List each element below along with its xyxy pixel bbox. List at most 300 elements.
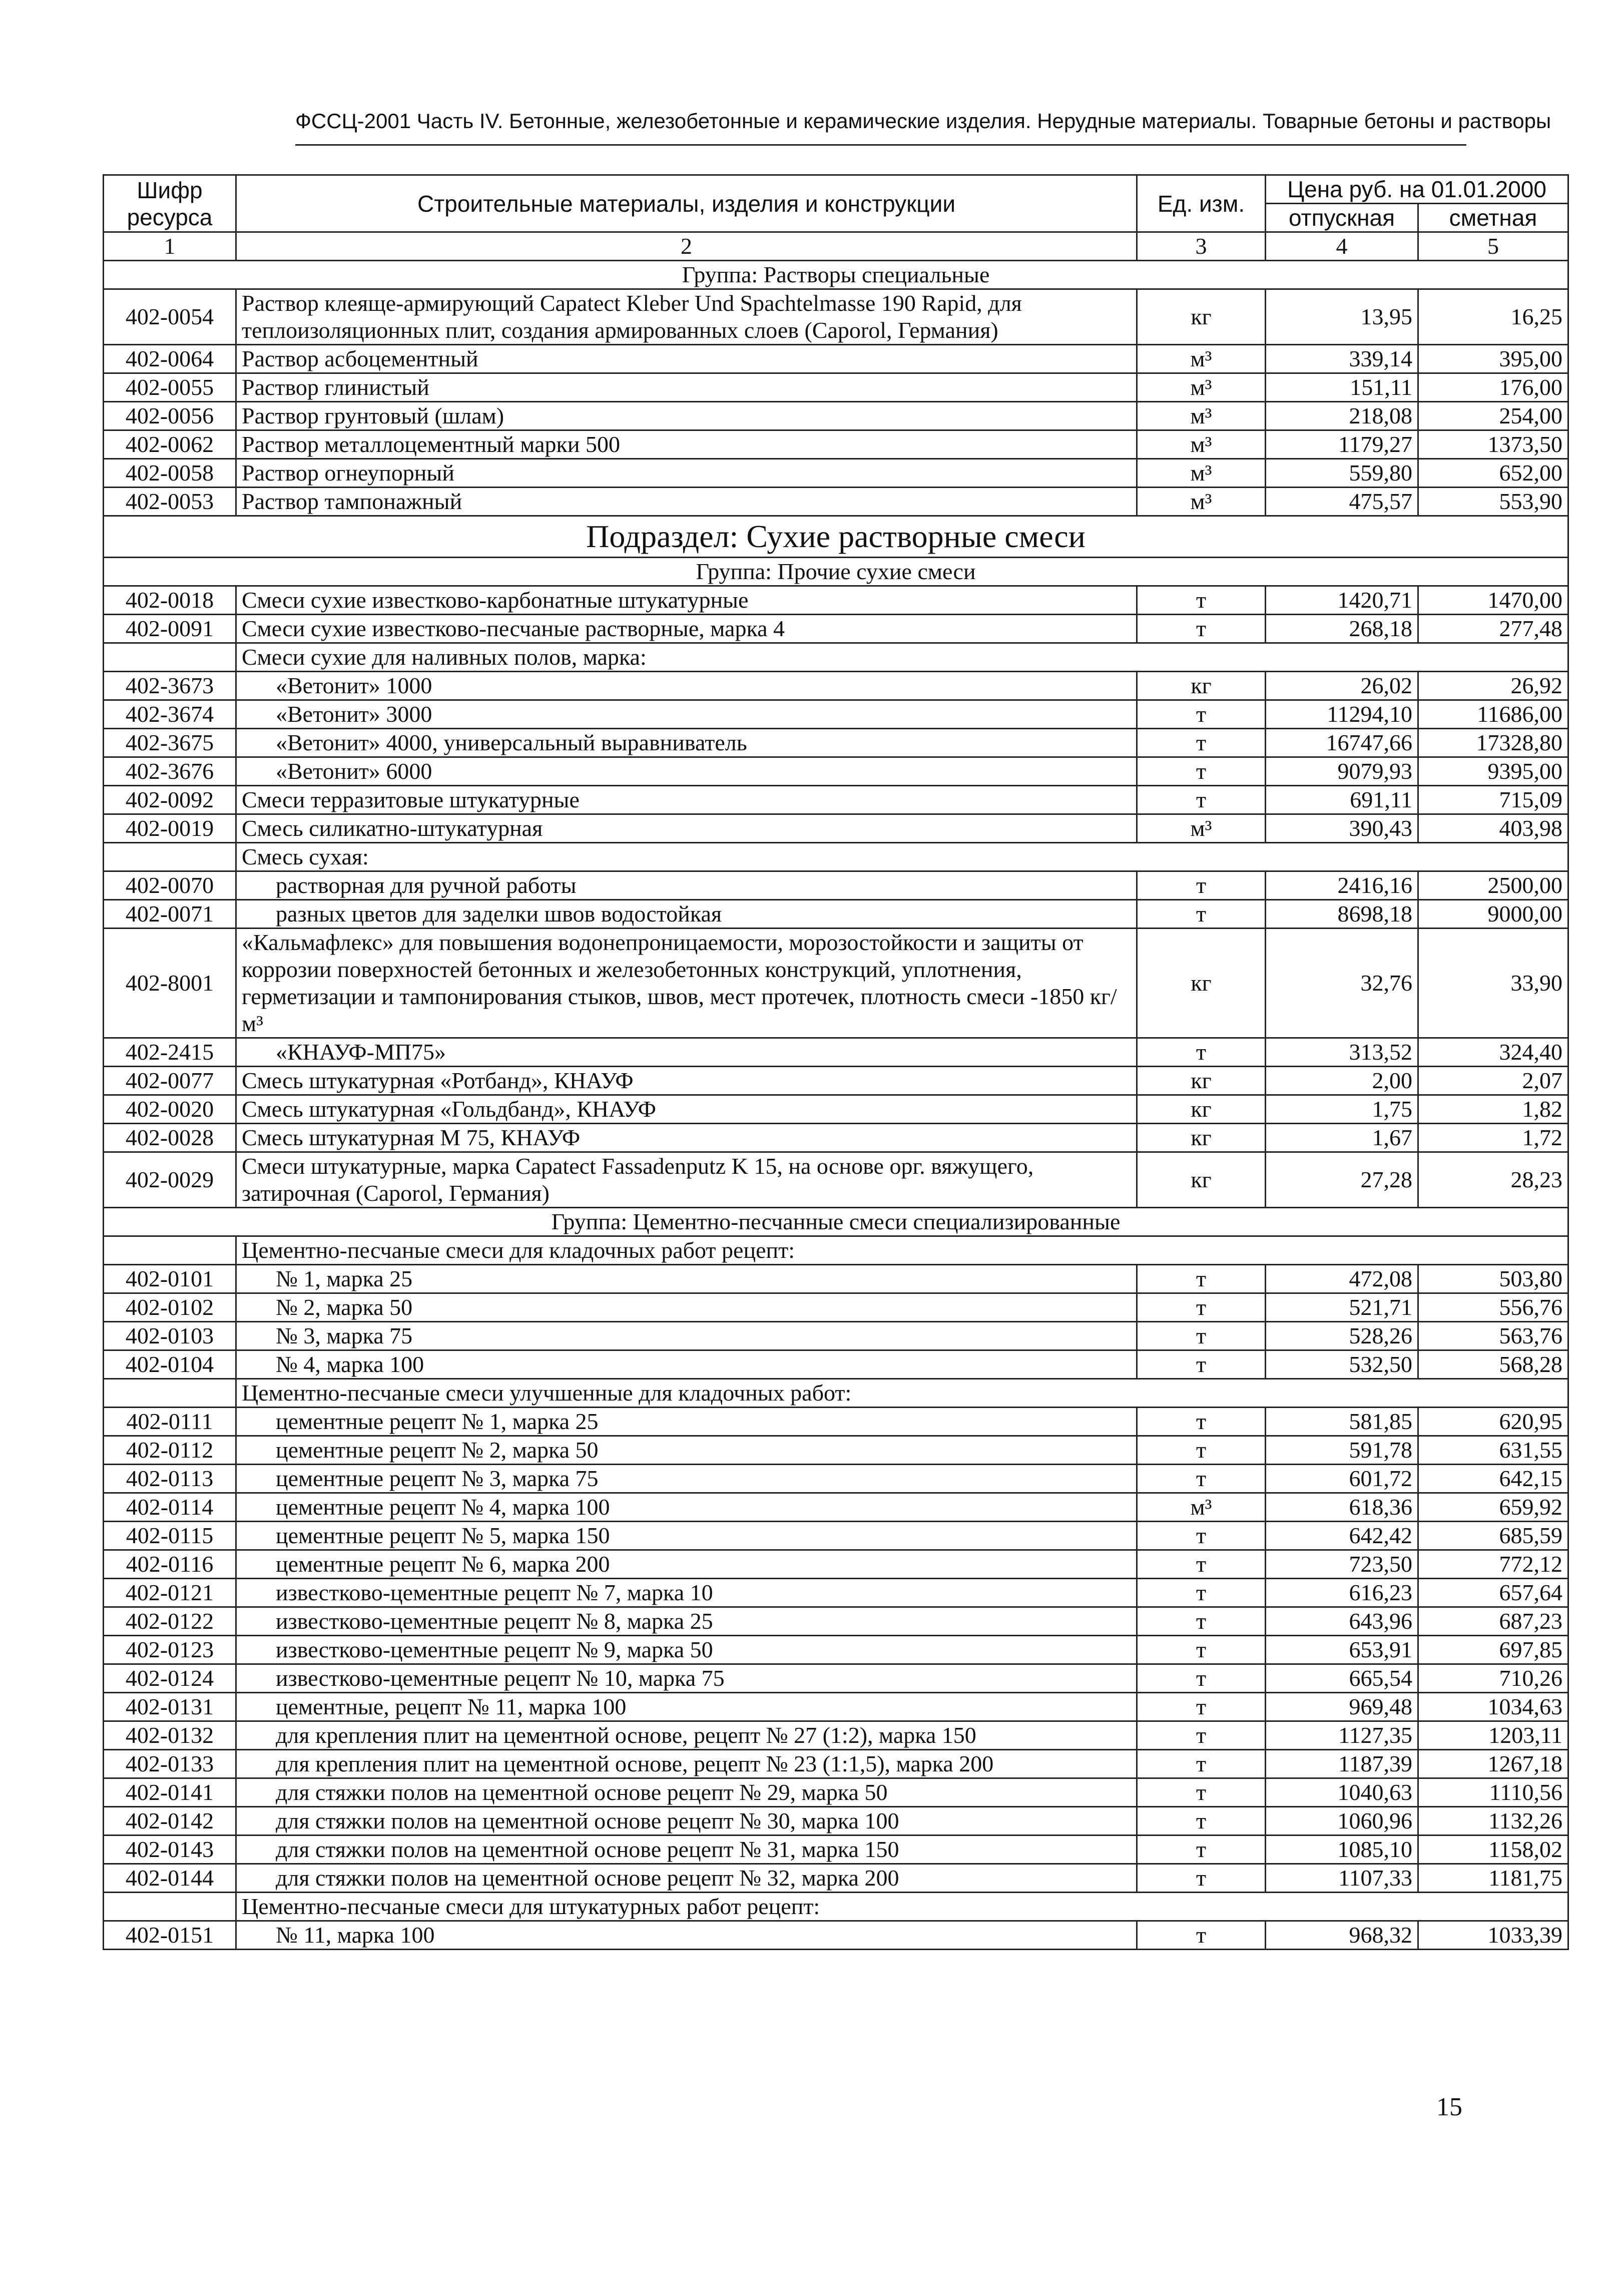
- table-row: [104, 615, 1568, 643]
- subgroup-label: Смеси сухие для наливных полов, марка:: [236, 643, 1568, 672]
- material-name: Смеси штукатурные, марка Capatect Fassadenputz K 15, на основе орг. вяжущего, затирочная (Caporol, Германия): [236, 1152, 1137, 1208]
- price-estimate: 17328,80: [1418, 729, 1568, 757]
- resource-code: 402-0019: [104, 814, 236, 843]
- material-name: для стяжки полов на цементной основе рецепт № 32, марка 200: [236, 1864, 1137, 1893]
- resource-code: 402-0058: [104, 459, 236, 488]
- price-estimate: 620,95: [1418, 1408, 1568, 1436]
- resource-code: 402-0122: [104, 1607, 236, 1636]
- col-header-unit: Ед. изм.: [1137, 175, 1266, 232]
- price-wholesale: 1085,10: [1266, 1835, 1418, 1864]
- price-estimate: 1373,50: [1418, 430, 1568, 459]
- material-name: известково-цементные рецепт № 7, марка 10: [236, 1579, 1137, 1607]
- table-row: [104, 1293, 1568, 1322]
- resource-code: 402-0116: [104, 1550, 236, 1579]
- col-header-price: Цена руб. на 01.01.2000: [1266, 175, 1568, 204]
- price-estimate: 697,85: [1418, 1636, 1568, 1664]
- price-wholesale: 2416,16: [1266, 871, 1418, 900]
- price-wholesale: 691,11: [1266, 786, 1418, 814]
- resource-code: 402-0092: [104, 786, 236, 814]
- resource-code: 402-0091: [104, 615, 236, 643]
- price-wholesale: 601,72: [1266, 1465, 1418, 1493]
- price-estimate: 687,23: [1418, 1607, 1568, 1636]
- table-row: [104, 729, 1568, 757]
- material-name: «Ветонит» 6000: [236, 757, 1137, 786]
- unit: т: [1137, 786, 1266, 814]
- price-estimate: 176,00: [1418, 373, 1568, 402]
- price-wholesale: 26,02: [1266, 672, 1418, 700]
- resource-code: 402-0029: [104, 1152, 236, 1208]
- col-header-code: Шифр ресурса: [104, 175, 236, 232]
- unit: т: [1137, 1693, 1266, 1721]
- material-name: Смесь штукатурная «Ротбанд», КНАУФ: [236, 1067, 1137, 1095]
- price-wholesale: 9079,93: [1266, 757, 1418, 786]
- col-number: 2: [236, 232, 1137, 261]
- price-estimate: 685,59: [1418, 1522, 1568, 1550]
- material-name: цементные рецепт № 6, марка 200: [236, 1550, 1137, 1579]
- unit: т: [1137, 1465, 1266, 1493]
- resource-code: 402-0151: [104, 1921, 236, 1950]
- resource-code: 402-0144: [104, 1864, 236, 1893]
- unit: т: [1137, 757, 1266, 786]
- price-wholesale: 2,00: [1266, 1067, 1418, 1095]
- price-wholesale: 968,32: [1266, 1921, 1418, 1950]
- material-name: Смесь штукатурная М 75, КНАУФ: [236, 1124, 1137, 1152]
- unit: т: [1137, 1607, 1266, 1636]
- resource-code: 402-0123: [104, 1636, 236, 1664]
- price-wholesale: 1040,63: [1266, 1778, 1418, 1807]
- empty-cell: [104, 1893, 236, 1921]
- price-wholesale: 559,80: [1266, 459, 1418, 488]
- price-estimate: 395,00: [1418, 345, 1568, 373]
- table-row: [104, 1152, 1568, 1208]
- price-estimate: 659,92: [1418, 1493, 1568, 1522]
- price-estimate: 1034,63: [1418, 1693, 1568, 1721]
- col-header-wholesale: отпускная: [1266, 204, 1418, 232]
- material-name: Раствор асбоцементный: [236, 345, 1137, 373]
- column-number-row: [104, 232, 1568, 261]
- subgroup-row: [104, 643, 1568, 672]
- section-title-row: [104, 516, 1568, 558]
- material-name: Смеси сухие известково-песчаные растворные, марка 4: [236, 615, 1137, 643]
- material-name: «Ветонит» 4000, универсальный выравниватель: [236, 729, 1137, 757]
- group-title: Группа: Растворы специальные: [104, 261, 1568, 289]
- material-name: растворная для ручной работы: [236, 871, 1137, 900]
- material-name: «Кальмафлекс» для повышения водонепроницаемости, морозостойкости и защиты от коррозии поверхностей бетонных и железобетонных конструкций, уплотнения, герметизации и тампонирования стыков, швов, мест протечек, плотность смеси -1850 кг/м³: [236, 929, 1137, 1038]
- material-name: Раствор огнеупорный: [236, 459, 1137, 488]
- table-row: [104, 586, 1568, 615]
- table-row: [104, 1607, 1568, 1636]
- price-estimate: 2,07: [1418, 1067, 1568, 1095]
- table-row: [104, 488, 1568, 516]
- table-row: [104, 1807, 1568, 1835]
- empty-cell: [104, 1236, 236, 1265]
- page-number: 15: [1436, 2093, 1462, 2121]
- unit: т: [1137, 586, 1266, 615]
- price-wholesale: 643,96: [1266, 1607, 1418, 1636]
- running-header: ФССЦ-2001 Часть IV. Бетонные, железобетонные и керамические изделия. Нерудные материалы. Товарные бетоны и растворы: [295, 109, 1551, 133]
- price-estimate: 556,76: [1418, 1293, 1568, 1322]
- resource-code: 402-0102: [104, 1293, 236, 1322]
- resource-code: 402-0132: [104, 1721, 236, 1750]
- material-name: Смеси терразитовые штукатурные: [236, 786, 1137, 814]
- material-name: Смесь штукатурная «Гольдбанд», КНАУФ: [236, 1095, 1137, 1124]
- table-row: [104, 1408, 1568, 1436]
- material-name: цементные рецепт № 3, марка 75: [236, 1465, 1137, 1493]
- price-estimate: 254,00: [1418, 402, 1568, 430]
- table-row: [104, 1350, 1568, 1379]
- unit: т: [1137, 1750, 1266, 1778]
- empty-cell: [104, 843, 236, 871]
- price-wholesale: 1179,27: [1266, 430, 1418, 459]
- unit: т: [1137, 1265, 1266, 1293]
- price-wholesale: 16747,66: [1266, 729, 1418, 757]
- subgroup-row: [104, 1379, 1568, 1408]
- table-row: [104, 402, 1568, 430]
- resource-code: 402-0077: [104, 1067, 236, 1095]
- subgroup-row: [104, 1893, 1568, 1921]
- table-row: [104, 459, 1568, 488]
- price-estimate: 16,25: [1418, 289, 1568, 345]
- unit: кг: [1137, 1095, 1266, 1124]
- unit: м³: [1137, 345, 1266, 373]
- price-wholesale: 528,26: [1266, 1322, 1418, 1350]
- resource-code: 402-2415: [104, 1038, 236, 1067]
- table-row: [104, 929, 1568, 1038]
- price-wholesale: 475,57: [1266, 488, 1418, 516]
- table-row: [104, 1693, 1568, 1721]
- price-estimate: 1110,56: [1418, 1778, 1568, 1807]
- price-estimate: 1,82: [1418, 1095, 1568, 1124]
- price-estimate: 2500,00: [1418, 871, 1568, 900]
- material-name: для стяжки полов на цементной основе рецепт № 31, марка 150: [236, 1835, 1137, 1864]
- table-row: [104, 1522, 1568, 1550]
- unit: м³: [1137, 1493, 1266, 1522]
- resource-code: 402-0103: [104, 1322, 236, 1350]
- unit: кг: [1137, 1152, 1266, 1208]
- price-wholesale: 27,28: [1266, 1152, 1418, 1208]
- price-wholesale: 521,71: [1266, 1293, 1418, 1322]
- table-row: [104, 786, 1568, 814]
- col-number: 3: [1137, 232, 1266, 261]
- unit: т: [1137, 1636, 1266, 1664]
- subgroup-label: Цементно-песчаные смеси для штукатурных работ рецепт:: [236, 1893, 1568, 1921]
- resource-code: 402-0142: [104, 1807, 236, 1835]
- material-name: № 2, марка 50: [236, 1293, 1137, 1322]
- material-name: разных цветов для заделки швов водостойкая: [236, 900, 1137, 929]
- resource-code: 402-0071: [104, 900, 236, 929]
- table-row: [104, 1265, 1568, 1293]
- price-wholesale: 653,91: [1266, 1636, 1418, 1664]
- price-estimate: 1158,02: [1418, 1835, 1568, 1864]
- resource-code: 402-0062: [104, 430, 236, 459]
- material-name: «Ветонит» 3000: [236, 700, 1137, 729]
- material-name: № 1, марка 25: [236, 1265, 1137, 1293]
- price-wholesale: 723,50: [1266, 1550, 1418, 1579]
- table-row: [104, 1636, 1568, 1664]
- price-wholesale: 616,23: [1266, 1579, 1418, 1607]
- unit: т: [1137, 1293, 1266, 1322]
- price-wholesale: 1,75: [1266, 1095, 1418, 1124]
- resource-code: 402-0053: [104, 488, 236, 516]
- price-estimate: 324,40: [1418, 1038, 1568, 1067]
- price-estimate: 652,00: [1418, 459, 1568, 488]
- price-wholesale: 339,14: [1266, 345, 1418, 373]
- unit: кг: [1137, 672, 1266, 700]
- unit: т: [1137, 1664, 1266, 1693]
- resource-code: 402-0113: [104, 1465, 236, 1493]
- price-wholesale: 390,43: [1266, 814, 1418, 843]
- resource-code: 402-0054: [104, 289, 236, 345]
- unit: т: [1137, 1778, 1266, 1807]
- material-name: Смеси сухие известково-карбонатные штукатурные: [236, 586, 1137, 615]
- material-name: для крепления плит на цементной основе, рецепт № 23 (1:1,5), марка 200: [236, 1750, 1137, 1778]
- price-estimate: 563,76: [1418, 1322, 1568, 1350]
- material-name: «КНАУФ-МП75»: [236, 1038, 1137, 1067]
- price-wholesale: 1,67: [1266, 1124, 1418, 1152]
- unit: кг: [1137, 1067, 1266, 1095]
- unit: кг: [1137, 1124, 1266, 1152]
- table-row: [104, 1835, 1568, 1864]
- table-row: [104, 1664, 1568, 1693]
- subgroup-label: Цементно-песчаные смеси улучшенные для кладочных работ:: [236, 1379, 1568, 1408]
- resource-code: 402-0064: [104, 345, 236, 373]
- material-name: цементные рецепт № 4, марка 100: [236, 1493, 1137, 1522]
- price-wholesale: 472,08: [1266, 1265, 1418, 1293]
- price-table: [103, 174, 1569, 1950]
- material-name: № 3, марка 75: [236, 1322, 1137, 1350]
- empty-cell: [104, 1379, 236, 1408]
- material-name: Раствор тампонажный: [236, 488, 1137, 516]
- unit: т: [1137, 1550, 1266, 1579]
- unit: м³: [1137, 430, 1266, 459]
- unit: т: [1137, 1579, 1266, 1607]
- unit: т: [1137, 1721, 1266, 1750]
- table-row: [104, 871, 1568, 900]
- material-name: Раствор металлоцементный марки 500: [236, 430, 1137, 459]
- resource-code: 402-0133: [104, 1750, 236, 1778]
- price-wholesale: 11294,10: [1266, 700, 1418, 729]
- table-row: [104, 1465, 1568, 1493]
- unit: м³: [1137, 814, 1266, 843]
- unit: т: [1137, 1864, 1266, 1893]
- resource-code: 402-0070: [104, 871, 236, 900]
- material-name: цементные рецепт № 1, марка 25: [236, 1408, 1137, 1436]
- table-row: [104, 1579, 1568, 1607]
- unit: т: [1137, 871, 1266, 900]
- price-wholesale: 268,18: [1266, 615, 1418, 643]
- material-name: Смесь силикатно-штукатурная: [236, 814, 1137, 843]
- price-wholesale: 218,08: [1266, 402, 1418, 430]
- price-wholesale: 8698,18: [1266, 900, 1418, 929]
- table-row: [104, 345, 1568, 373]
- resource-code: 402-0111: [104, 1408, 236, 1436]
- col-number: 1: [104, 232, 236, 261]
- price-estimate: 28,23: [1418, 1152, 1568, 1208]
- price-estimate: 503,80: [1418, 1265, 1568, 1293]
- table-row: [104, 1436, 1568, 1465]
- unit: т: [1137, 700, 1266, 729]
- unit: т: [1137, 1522, 1266, 1550]
- material-name: известково-цементные рецепт № 9, марка 50: [236, 1636, 1137, 1664]
- resource-code: 402-0124: [104, 1664, 236, 1693]
- resource-code: 402-0121: [104, 1579, 236, 1607]
- table-row: [104, 1550, 1568, 1579]
- table-row: [104, 700, 1568, 729]
- table-row: [104, 1721, 1568, 1750]
- table-row: [104, 900, 1568, 929]
- material-name: для стяжки полов на цементной основе рецепт № 30, марка 100: [236, 1807, 1137, 1835]
- unit: м³: [1137, 488, 1266, 516]
- col-number: 4: [1266, 232, 1418, 261]
- price-wholesale: 532,50: [1266, 1350, 1418, 1379]
- price-wholesale: 313,52: [1266, 1038, 1418, 1067]
- price-estimate: 631,55: [1418, 1436, 1568, 1465]
- unit: т: [1137, 1350, 1266, 1379]
- resource-code: 402-0018: [104, 586, 236, 615]
- table-body: [104, 261, 1568, 1950]
- group-title: Группа: Прочие сухие смеси: [104, 558, 1568, 586]
- resource-code: 402-0020: [104, 1095, 236, 1124]
- table-row: [104, 289, 1568, 345]
- price-estimate: 403,98: [1418, 814, 1568, 843]
- material-name: «Ветонит» 1000: [236, 672, 1137, 700]
- resource-code: 402-0114: [104, 1493, 236, 1522]
- unit: т: [1137, 1038, 1266, 1067]
- unit: т: [1137, 1322, 1266, 1350]
- table-row: [104, 672, 1568, 700]
- material-name: для крепления плит на цементной основе, рецепт № 27 (1:2), марка 150: [236, 1721, 1137, 1750]
- col-header-name: Строительные материалы, изделия и конструкции: [236, 175, 1137, 232]
- unit: т: [1137, 1921, 1266, 1950]
- table-row: [104, 757, 1568, 786]
- price-estimate: 1,72: [1418, 1124, 1568, 1152]
- table-row: [104, 1095, 1568, 1124]
- material-name: для стяжки полов на цементной основе рецепт № 29, марка 50: [236, 1778, 1137, 1807]
- material-name: Раствор клеяще-армирующий Capatect Kleber Und Spachtelmasse 190 Rapid, для теплоизоляционных плит, создания армированных слоев (Caporol, Германия): [236, 289, 1137, 345]
- price-estimate: 642,15: [1418, 1465, 1568, 1493]
- price-wholesale: 1127,35: [1266, 1721, 1418, 1750]
- resource-code: 402-0115: [104, 1522, 236, 1550]
- table-header-row: [104, 175, 1568, 204]
- resource-code: 402-0101: [104, 1265, 236, 1293]
- header-rule: [295, 144, 1466, 146]
- unit: т: [1137, 1835, 1266, 1864]
- material-name: № 11, марка 100: [236, 1921, 1137, 1950]
- price-wholesale: 1060,96: [1266, 1807, 1418, 1835]
- section-title: Подраздел: Сухие растворные смеси: [104, 516, 1568, 558]
- unit: м³: [1137, 373, 1266, 402]
- table-row: [104, 1124, 1568, 1152]
- unit: т: [1137, 900, 1266, 929]
- resource-code: 402-3674: [104, 700, 236, 729]
- unit: м³: [1137, 402, 1266, 430]
- material-name: цементные, рецепт № 11, марка 100: [236, 1693, 1137, 1721]
- price-wholesale: 13,95: [1266, 289, 1418, 345]
- price-estimate: 553,90: [1418, 488, 1568, 516]
- resource-code: 402-0143: [104, 1835, 236, 1864]
- price-wholesale: 591,78: [1266, 1436, 1418, 1465]
- unit: т: [1137, 729, 1266, 757]
- price-wholesale: 151,11: [1266, 373, 1418, 402]
- price-estimate: 33,90: [1418, 929, 1568, 1038]
- price-estimate: 772,12: [1418, 1550, 1568, 1579]
- price-estimate: 657,64: [1418, 1579, 1568, 1607]
- price-wholesale: 969,48: [1266, 1693, 1418, 1721]
- resource-code: 402-8001: [104, 929, 236, 1038]
- resource-code: 402-0112: [104, 1436, 236, 1465]
- price-wholesale: 1420,71: [1266, 586, 1418, 615]
- unit: т: [1137, 1807, 1266, 1835]
- price-wholesale: 32,76: [1266, 929, 1418, 1038]
- price-estimate: 1267,18: [1418, 1750, 1568, 1778]
- price-estimate: 1132,26: [1418, 1807, 1568, 1835]
- empty-cell: [104, 643, 236, 672]
- price-estimate: 710,26: [1418, 1664, 1568, 1693]
- table-row: [104, 1864, 1568, 1893]
- table-row: [104, 814, 1568, 843]
- material-name: цементные рецепт № 5, марка 150: [236, 1522, 1137, 1550]
- price-wholesale: 665,54: [1266, 1664, 1418, 1693]
- subgroup-label: Смесь сухая:: [236, 843, 1568, 871]
- table-row: [104, 373, 1568, 402]
- price-estimate: 277,48: [1418, 615, 1568, 643]
- price-estimate: 11686,00: [1418, 700, 1568, 729]
- table-row: [104, 1493, 1568, 1522]
- material-name: цементные рецепт № 2, марка 50: [236, 1436, 1137, 1465]
- unit: т: [1137, 1408, 1266, 1436]
- col-header-estimate: сметная: [1418, 204, 1568, 232]
- subgroup-row: [104, 1236, 1568, 1265]
- unit: т: [1137, 1436, 1266, 1465]
- unit: кг: [1137, 289, 1266, 345]
- material-name: Раствор грунтовый (шлам): [236, 402, 1137, 430]
- price-estimate: 1033,39: [1418, 1921, 1568, 1950]
- table-row: [104, 1322, 1568, 1350]
- price-estimate: 715,09: [1418, 786, 1568, 814]
- group-title-row: [104, 1208, 1568, 1236]
- price-wholesale: 642,42: [1266, 1522, 1418, 1550]
- resource-code: 402-0028: [104, 1124, 236, 1152]
- resource-code: 402-3673: [104, 672, 236, 700]
- material-name: Раствор глинистый: [236, 373, 1137, 402]
- table-row: [104, 430, 1568, 459]
- col-number: 5: [1418, 232, 1568, 261]
- material-name: известково-цементные рецепт № 8, марка 25: [236, 1607, 1137, 1636]
- group-title-row: [104, 558, 1568, 586]
- resource-code: 402-0131: [104, 1693, 236, 1721]
- resource-code: 402-0056: [104, 402, 236, 430]
- price-estimate: 26,92: [1418, 672, 1568, 700]
- table-row: [104, 1750, 1568, 1778]
- resource-code: 402-0055: [104, 373, 236, 402]
- price-wholesale: 581,85: [1266, 1408, 1418, 1436]
- table-row: [104, 1778, 1568, 1807]
- price-wholesale: 1107,33: [1266, 1864, 1418, 1893]
- price-estimate: 1181,75: [1418, 1864, 1568, 1893]
- group-title-row: [104, 261, 1568, 289]
- subgroup-label: Цементно-песчаные смеси для кладочных работ рецепт:: [236, 1236, 1568, 1265]
- table-row: [104, 1038, 1568, 1067]
- group-title: Группа: Цементно-песчанные смеси специализированные: [104, 1208, 1568, 1236]
- price-estimate: 1470,00: [1418, 586, 1568, 615]
- resource-code: 402-3675: [104, 729, 236, 757]
- material-name: известково-цементные рецепт № 10, марка 75: [236, 1664, 1137, 1693]
- unit: т: [1137, 615, 1266, 643]
- table-row: [104, 1067, 1568, 1095]
- resource-code: 402-0141: [104, 1778, 236, 1807]
- price-estimate: 9395,00: [1418, 757, 1568, 786]
- price-estimate: 1203,11: [1418, 1721, 1568, 1750]
